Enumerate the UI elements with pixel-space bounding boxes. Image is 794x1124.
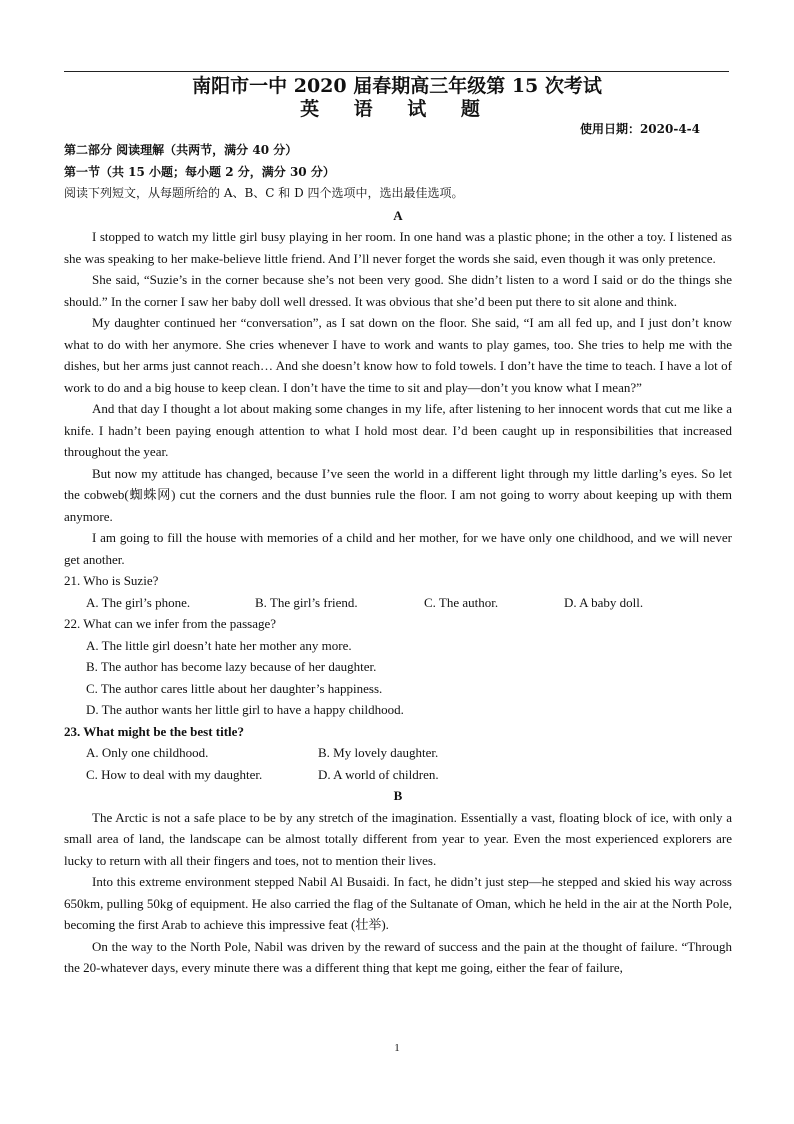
passage-a-paragraph: But now my attitude has changed, because I’ve seen the world in a different light through my little darling’s eyes. So let the cobweb(蜘蛛网) cut the corners and the dust bunnies rule the floor. I am not going to worry about keeping up with them anymore. [64,465,732,524]
page-number: 1 [394,1042,400,1054]
question-22-option-b: B. The author has become lazy because of her daughter. [86,659,377,674]
exam-date: 使用日期：2020-4-4 [579,122,700,136]
passage-a-paragraph: And that day I thought a lot about making some changes in my life, after listening to her innocent words that cut me like a knife. I hadn’t been paying enough attention to what I hold most dear. I’d been caught up in responsibilities that increased throughout the year. [64,401,732,459]
section-heading: 第一节（共 15 小题；每小题 2 分，满分 30 分） [64,164,335,179]
passage-b-label: B [393,788,403,803]
passage-b-paragraph: The Arctic is not a safe place to be by any stretch of the imagination. Essentially a vast, floating block of ice, with only a small area of land, the landscape can be almost totally different from year to year. Even the most experienced explorers are lucky to return with all their fingers and toes, not to mention their lives. [64,809,732,868]
question-21-option-c: C. The author. [424,594,499,610]
subject-title: 英 语 试 题 [300,98,494,120]
question-21-option-a: A. The girl’s phone. [86,594,191,610]
document-body [64,140,732,979]
passage-b-paragraph: On the way to the North Pole, Nabil was driven by the reward of success and the pain at the thought of failure. “Through the 20-whatever days, every minute there was a different thing that kept me going, either the fear of failure, [64,938,732,975]
question-23-options-row-2 [64,764,732,786]
passage-a-label: A [393,207,403,223]
question-23-options-row-1 [64,742,732,764]
part-heading: 第二部分 阅读理解（共两节，满分 40 分） [64,143,298,157]
passage-b-paragraph: Into this extreme environment stepped Nabil Al Busaidi. In fact, he didn’t just step—he stepped and skied his way across 650km, pulling 50kg of equipment. He also carried the flag of the Sultanate of Oman, which he held in the air at the North Pole, becoming the first Arab to achieve this impressive feat (壮举). [64,874,732,932]
question-23-option-a: A. Only one childhood. [86,745,209,760]
question-23-stem: 23. What might be the best title? [64,723,244,739]
passage-a-paragraph: I stopped to watch my little girl busy playing in her room. In one hand was a plastic phone; in the other a toy. I listened as she was speaking to her make-believe little friend. And I’ll never forget the words she said, even though it was only pretence. [64,229,732,266]
question-21-stem: 21. Who is Suzie? [64,573,159,588]
question-23-option-d: D. A world of children. [318,766,439,782]
question-22-option-a: A. The little girl doesn’t hate her mother any more. [86,637,352,653]
question-22-option-d: D. The author wants her little girl to have a happy childhood. [86,702,404,717]
question-21-option-b: B. The girl’s friend. [255,594,358,610]
instructions: 阅读下列短文，从每题所给的 A、B、C 和 D 四个选项中，选出最佳选项。 [64,186,464,200]
question-21-options [64,592,732,614]
passage-a-paragraph: My daughter continued her “conversation”, as I sat down on the floor. She said, “I am all fed up, and I just don’t know what to do with her anymore. She cries whenever I have to work and wants to play games, too. She tries to help me with the dishes, but her arms just cannot reach… And she doesn’t know how to fold towels. I don’t have the time to teach. I have a lot of work to do and a big house to keep clean. I don’t have the time to sit and play—don’t you know what I mean?” [64,315,732,395]
passage-a-paragraph: She said, “Suzie’s in the corner because she’s not been very good. She didn’t listen to a word I said or do the things she should.” In the corner I saw her baby doll well dressed. It was obvious that she’d been put there to sit alone and think. [64,272,732,309]
question-21-option-d: D. A baby doll. [564,594,644,610]
question-22-option-c: C. The author cares little about her daughter’s happiness. [86,680,383,696]
header-rule [64,71,729,72]
question-22-stem: 22. What can we infer from the passage? [64,616,277,631]
exam-title: 南阳市一中 2020 届春期高三年级第 15 次考试 [192,75,602,97]
passage-a-paragraph: I am going to fill the house with memories of a child and her mother, for we have only one childhood, and we will never get another. [64,530,732,567]
question-23-option-b: B. My lovely daughter. [318,745,439,760]
question-23-option-c: C. How to deal with my daughter. [86,766,263,782]
